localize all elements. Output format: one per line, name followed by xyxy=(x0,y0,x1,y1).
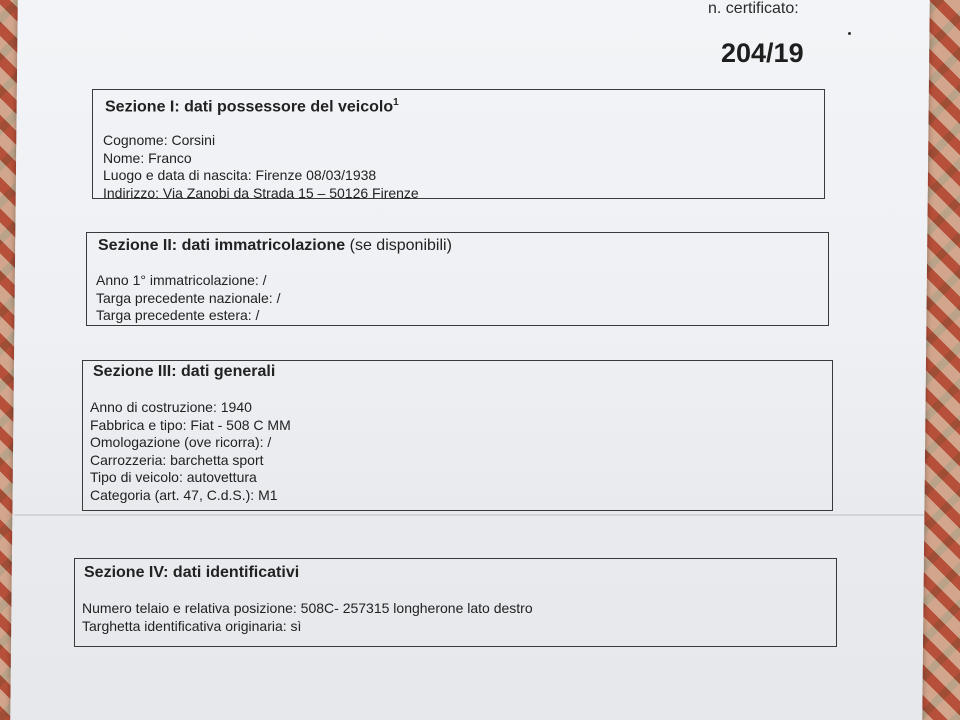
section-title xyxy=(98,237,452,255)
field-homologation: Omologazione (ove ricorra): / xyxy=(90,434,272,450)
field-previous-national-plate: Targa precedente nazionale: / xyxy=(96,289,281,306)
section-fields xyxy=(90,399,291,504)
field-birth-place-date: Luogo e data di nascita: Firenze 08/03/1938 xyxy=(103,167,377,183)
field-previous-foreign-plate: Targa precedente estera: / xyxy=(96,307,260,323)
section-title xyxy=(93,363,275,381)
field-category: Categoria (art. 47, C.d.S.): M1 xyxy=(90,486,278,503)
section-title-text: Sezione III: dati generali xyxy=(93,363,276,380)
field-first-registration-year: Anno 1° immatricolazione: / xyxy=(96,272,267,288)
field-address: Indirizzo: Via Zanobi da Strada 15 – 50126 Firenze xyxy=(103,184,419,201)
section-title-suffix: (se disponibili) xyxy=(349,237,452,254)
field-original-id-plate: Targhetta identificativa originaria: sì xyxy=(82,617,302,634)
field-surname: Cognome: Corsini xyxy=(103,132,216,148)
section-title-text: Sezione II: dati immatricolazione xyxy=(98,237,346,254)
section-registration-data xyxy=(86,232,829,326)
field-vehicle-type: Tipo di veicolo: autovettura xyxy=(90,469,257,485)
section-owner-data xyxy=(92,89,825,199)
footnote-marker: 1 xyxy=(393,97,399,108)
field-construction-year: Anno di costruzione: 1940 xyxy=(90,399,252,415)
field-body-type: Carrozzeria: barchetta sport xyxy=(90,451,264,468)
section-title-text: Sezione IV: dati identificativi xyxy=(84,564,300,581)
section-identification-data xyxy=(74,558,837,647)
section-title xyxy=(84,564,299,582)
section-fields xyxy=(96,272,280,325)
section-fields xyxy=(82,600,533,635)
certificate-number: 204/19 xyxy=(721,38,804,68)
field-chassis-number: Numero telaio e relativa posizione: 508C- 257315 longherone lato destro xyxy=(82,600,533,616)
section-fields xyxy=(103,132,419,202)
field-make-model: Fabbrica e tipo: Fiat - 508 C MM xyxy=(90,416,291,433)
section-title xyxy=(105,97,399,116)
paper-fold-line xyxy=(14,514,926,516)
section-title-text: Sezione I: dati possessore del veicolo xyxy=(105,98,394,116)
ink-dot xyxy=(848,32,851,35)
field-name: Nome: Franco xyxy=(103,149,192,166)
section-general-data xyxy=(82,360,833,511)
certificate-number-label: n. certificato: xyxy=(708,0,799,17)
